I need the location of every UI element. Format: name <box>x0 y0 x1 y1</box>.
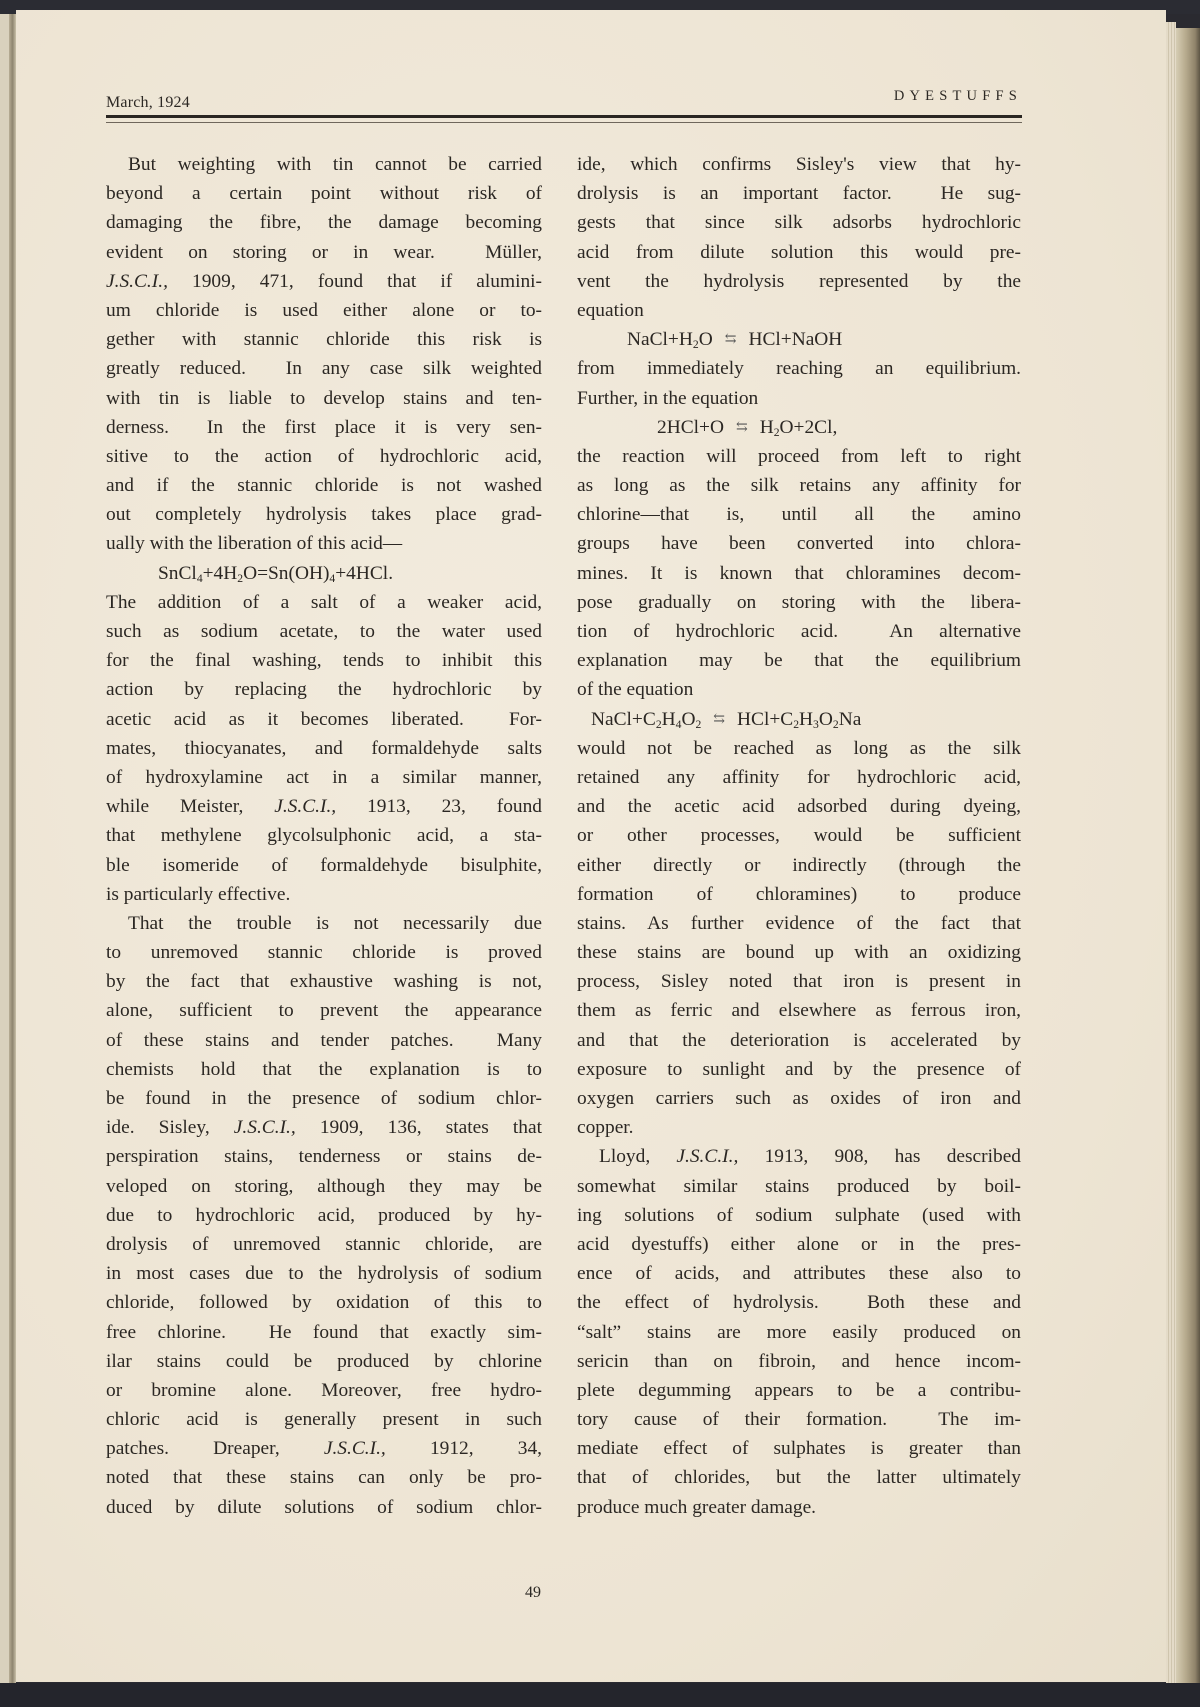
line-text: that methylene glycolsulphonic acid, a sta- <box>106 825 542 847</box>
line-text: sericin than on fibroin, and hence incom- <box>577 1350 1021 1372</box>
line-text: them as ferric and elsewhere as ferrous iron, <box>577 1000 1021 1022</box>
right-column <box>577 150 1021 1522</box>
equilibrium-arrow-icon: ⇆ <box>724 332 737 348</box>
line-text: to unremoved stannic chloride is proved <box>106 942 542 964</box>
line-text: these stains are bound up with an oxidizing <box>577 942 1021 964</box>
line-text: sitive to the action of hydrochloric acid, <box>106 445 542 467</box>
text-line <box>577 384 1021 413</box>
line-text: formation of chloramines) to produce <box>577 883 1021 905</box>
text-line <box>577 1347 1021 1376</box>
text-line <box>106 354 542 383</box>
line-text: chloric acid is generally present in such <box>106 1409 542 1431</box>
line-text: mates, thiocyanates, and formaldehyde salts <box>106 737 542 759</box>
line-text: in most cases due to the hydrolysis of sodium <box>106 1263 542 1285</box>
line-text: tory cause of their formation. The im- <box>577 1409 1021 1431</box>
text-line <box>577 208 1021 237</box>
line-text: that of chlorides, but the latter ultimately <box>577 1467 1021 1489</box>
text-line <box>577 1201 1021 1230</box>
line-text: patches. Dreaper, <box>106 1438 324 1460</box>
line-text: somewhat similar stains produced by boil- <box>577 1175 1021 1197</box>
text-line <box>106 880 542 909</box>
page-number: 49 <box>525 1584 541 1601</box>
text-line <box>577 1172 1021 1201</box>
equation-acetic-exchange: $NaCl+C_2H_4O_2$ ⇆ $HCl+C_2H_3O_2Na$ <box>591 708 862 731</box>
line-text: free chlorine. He found that exactly sim- <box>106 1321 542 1343</box>
text-line <box>577 179 1021 208</box>
line-text: action by replacing the hydrochloric by <box>106 679 542 701</box>
line-text: of these stains and tender patches. Many <box>106 1029 542 1051</box>
text-line <box>106 821 542 850</box>
text-line <box>106 179 542 208</box>
line-text: drolysis is an important factor. He sug- <box>577 183 1021 205</box>
line-text: mediate effect of sulphates is greater than <box>577 1438 1021 1460</box>
text-line <box>577 617 1021 646</box>
line-text: “salt” stains are more easily produced on <box>577 1321 1021 1343</box>
text-line <box>106 1493 542 1522</box>
line-text: duced by dilute solutions of sodium chlor- <box>106 1496 542 1518</box>
line-text: gests that since silk adsorbs hydrochloric <box>577 212 1021 234</box>
line-text: and that the deterioration is accelerated by <box>577 1029 1021 1051</box>
text-line <box>577 1376 1021 1405</box>
book-board-edge <box>1176 28 1200 1684</box>
text-line <box>106 384 542 413</box>
line-text: That the trouble is not necessarily due <box>128 912 542 934</box>
text-line <box>106 529 542 558</box>
line-text: 1912, 34, <box>385 1438 542 1460</box>
line-text: plete degumming appears to be a contribu- <box>577 1379 1021 1401</box>
text-line <box>577 1434 1021 1463</box>
text-line <box>106 588 542 617</box>
line-text: 1909, 471, found that if alumini- <box>167 270 542 292</box>
line-text: explanation may be that the equilibrium <box>577 650 1021 672</box>
text-line <box>577 1405 1021 1434</box>
line-text: would not be reached as long as the silk <box>577 737 1021 759</box>
line-text: 1913, 23, found <box>336 796 542 818</box>
line-text: chlorine—that is, until all the amino <box>577 504 1021 526</box>
line-text: chemists hold that the explanation is to <box>106 1058 542 1080</box>
text-line <box>577 763 1021 792</box>
text-line <box>106 1288 542 1317</box>
text-line <box>577 1288 1021 1317</box>
text-line <box>106 1084 542 1113</box>
text-line <box>577 851 1021 880</box>
text-line <box>106 471 542 500</box>
text-line <box>577 821 1021 850</box>
text-line <box>577 354 1021 383</box>
journal-citation: J.S.C.I., <box>106 270 168 292</box>
line-text: retained any affinity for hydrochloric acid, <box>577 766 1021 788</box>
gutter-shadow <box>9 14 16 1684</box>
header-rule-thin <box>106 122 1022 123</box>
text-line <box>577 967 1021 996</box>
line-text: or other processes, would be sufficient <box>577 825 1021 847</box>
text-line <box>106 1026 542 1055</box>
text-line <box>106 208 542 237</box>
text-line <box>106 1230 542 1259</box>
text-line <box>577 792 1021 821</box>
book-cover-bottom-edge <box>0 1683 1200 1707</box>
journal-title: DYESTUFFS <box>893 88 1022 104</box>
line-text: gether with stannic chloride this risk is <box>106 329 542 351</box>
text-line <box>106 705 542 734</box>
text-line <box>106 938 542 967</box>
text-line <box>577 1026 1021 1055</box>
line-text: ence of acids, and attributes these also to <box>577 1263 1021 1285</box>
line-text: Further, in the equation <box>577 387 759 409</box>
line-text: ide, which confirms Sisley's view that hy- <box>577 154 1021 175</box>
text-line <box>106 1405 542 1434</box>
line-text: tion of hydrochloric acid. An alternative <box>577 621 1021 642</box>
text-line <box>577 1113 1021 1142</box>
line-text: oxygen carriers such as oxides of iron and <box>577 1088 1021 1109</box>
text-line <box>577 1318 1021 1347</box>
line-text: ually with the liberation of this acid— <box>106 533 403 555</box>
line-text: damaging the fibre, the damage becoming <box>106 212 542 234</box>
text-line <box>577 646 1021 675</box>
text-line <box>577 734 1021 763</box>
line-text: of the equation <box>577 679 694 701</box>
text-line <box>106 851 542 880</box>
line-text: 1913, 908, has described <box>738 1146 1021 1168</box>
line-text: or bromine alone. Moreover, free hydro- <box>106 1379 542 1401</box>
text-line <box>577 996 1021 1025</box>
line-text: and if the stannic chloride is not washed <box>106 475 542 497</box>
journal-citation: J.S.C.I., <box>676 1146 739 1168</box>
text-line <box>577 880 1021 909</box>
line-text: either directly or indirectly (through the <box>577 854 1021 876</box>
text-line <box>106 1376 542 1405</box>
text-line <box>106 150 542 179</box>
text-line <box>577 238 1021 267</box>
text-line <box>577 442 1021 471</box>
text-line <box>577 267 1021 296</box>
text-line <box>577 559 1021 588</box>
journal-citation: J.S.C.I., <box>233 1117 296 1139</box>
text-line <box>577 1463 1021 1492</box>
text-line <box>577 1493 1021 1522</box>
line-text: as long as the silk retains any affinity for <box>577 475 1021 497</box>
journal-citation: J.S.C.I., <box>323 1438 386 1460</box>
text-line <box>106 909 542 938</box>
running-header <box>90 88 1036 128</box>
line-text: acid dyestuffs) either alone or in the pres- <box>577 1233 1021 1255</box>
line-text: be found in the presence of sodium chlor- <box>106 1088 542 1109</box>
text-line <box>577 1084 1021 1113</box>
text-line <box>106 1172 542 1201</box>
left-column <box>106 150 542 1522</box>
line-text: for the final washing, tends to inhibit this <box>106 650 542 672</box>
text-line <box>106 1201 542 1230</box>
equilibrium-arrow-icon: ⇆ <box>735 419 748 435</box>
text-line <box>577 1055 1021 1084</box>
text-line <box>577 500 1021 529</box>
line-text: perspiration stains, tenderness or stains de- <box>106 1146 542 1168</box>
text-line <box>577 150 1021 179</box>
equation-chlorine-release: 2HCl+O ⇆ $H_2O+2Cl$, <box>657 416 838 439</box>
issue-date: March, 1924 <box>106 94 190 111</box>
line-text: evident on storing or in wear. Müller, <box>106 241 542 263</box>
text-line <box>106 617 542 646</box>
text-line <box>106 413 542 442</box>
text-line <box>577 909 1021 938</box>
line-text: while Meister, <box>106 796 275 818</box>
text-line <box>106 675 542 704</box>
line-text: the effect of hydrolysis. Both these and <box>577 1292 1021 1314</box>
text-line <box>106 646 542 675</box>
line-text: of hydroxylamine act in a similar manner, <box>106 766 542 788</box>
line-text: veloped on storing, although they may be <box>106 1175 542 1197</box>
line-text: is particularly effective. <box>106 883 291 905</box>
text-line <box>577 296 1021 325</box>
line-text: stains. As further evidence of the fact that <box>577 912 1021 934</box>
line-text: noted that these stains can only be pro- <box>106 1467 542 1489</box>
journal-citation: J.S.C.I., <box>274 796 337 818</box>
text-line <box>106 1347 542 1376</box>
text-line <box>106 1463 542 1492</box>
line-text: greatly reduced. In any case silk weighted <box>106 358 542 380</box>
line-text: with tin is liable to develop stains and ten- <box>106 387 542 409</box>
text-line <box>106 996 542 1025</box>
line-text: drolysis of unremoved stannic chloride, are <box>106 1233 542 1255</box>
line-text: copper. <box>577 1117 634 1139</box>
equilibrium-arrow-icon: ⇆ <box>713 711 726 727</box>
equation-tin-hydrolysis: $SnCl_4+4H_2O=Sn(OH)_4+4HCl$. <box>158 562 394 585</box>
text-line <box>577 1259 1021 1288</box>
line-text: ing solutions of sodium sulphate (used with <box>577 1204 1021 1226</box>
text-line <box>106 792 542 821</box>
text-line <box>106 734 542 763</box>
line-text: such as sodium acetate, to the water used <box>106 621 542 642</box>
line-text: vent the hydrolysis represented by the <box>577 270 1021 292</box>
text-line <box>106 296 542 325</box>
line-text: um chloride is used either alone or to- <box>106 299 542 321</box>
line-text: acetic acid as it becomes liberated. For- <box>106 708 542 730</box>
line-text: Lloyd, <box>599 1146 677 1168</box>
text-line <box>577 675 1021 704</box>
header-rule-thick <box>106 115 1022 118</box>
text-line <box>577 588 1021 617</box>
text-line <box>577 1230 1021 1259</box>
line-text: ilar stains could be produced by chlorine <box>106 1350 542 1372</box>
line-text: by the fact that exhaustive washing is not, <box>106 971 542 993</box>
text-line <box>106 442 542 471</box>
line-text: from immediately reaching an equilibrium. <box>577 358 1021 380</box>
text-line <box>106 1434 542 1463</box>
line-text: acid from dilute solution this would pre- <box>577 241 1021 263</box>
line-text: produce much greater damage. <box>577 1496 817 1518</box>
line-text: 1909, 136, states that <box>295 1117 542 1139</box>
line-text: and the acetic acid adsorbed during dyeing, <box>577 796 1021 818</box>
text-line <box>106 325 542 354</box>
line-text: The addition of a salt of a weaker acid, <box>106 591 542 613</box>
text-line <box>106 967 542 996</box>
text-line <box>577 938 1021 967</box>
line-text: due to hydrochloric acid, produced by hy- <box>106 1204 542 1226</box>
page-edges <box>1166 22 1176 1684</box>
text-line <box>106 1142 542 1171</box>
line-text: alone, sufficient to prevent the appearance <box>106 1000 542 1022</box>
line-text: But weighting with tin cannot be carried <box>128 154 542 175</box>
text-line <box>106 267 542 296</box>
text-line <box>106 763 542 792</box>
line-text: derness. In the first place it is very sen- <box>106 416 542 438</box>
line-text: equation <box>577 299 644 321</box>
text-line <box>106 238 542 267</box>
line-text: groups have been converted into chlora- <box>577 533 1021 555</box>
text-line <box>106 1259 542 1288</box>
line-text: ide. Sisley, <box>106 1117 234 1139</box>
line-text: mines. It is known that chloramines decom- <box>577 562 1021 584</box>
line-text: ble isomeride of formaldehyde bisulphite, <box>106 854 542 876</box>
text-line <box>577 1142 1021 1171</box>
text-line <box>577 529 1021 558</box>
text-line <box>106 500 542 529</box>
text-line <box>106 1318 542 1347</box>
line-text: chloride, followed by oxidation of this to <box>106 1292 542 1314</box>
text-line <box>106 1113 542 1142</box>
line-text: exposure to sunlight and by the presence of <box>577 1058 1021 1080</box>
line-text: beyond a certain point without risk of <box>106 183 542 205</box>
line-text: the reaction will proceed from left to right <box>577 445 1021 467</box>
text-line <box>106 1055 542 1084</box>
line-text: out completely hydrolysis takes place grad- <box>106 504 542 526</box>
line-text: process, Sisley noted that iron is present in <box>577 971 1021 993</box>
equation-salt-hydrolysis: $NaCl+H_2O$ ⇆ HCl+NaOH <box>627 329 843 352</box>
line-text: pose gradually on storing with the libera- <box>577 591 1021 613</box>
text-line <box>577 471 1021 500</box>
